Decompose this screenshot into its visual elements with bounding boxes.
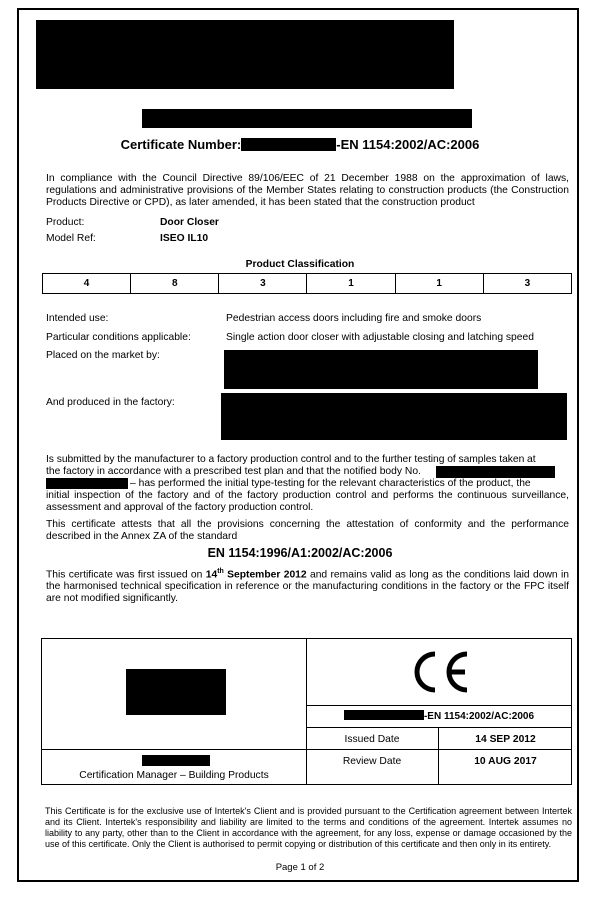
product-label: Product: bbox=[46, 217, 85, 228]
para1-line3: – has performed the initial type-testing for the relevant characteristics of the product, the bbox=[130, 478, 531, 489]
classification-table bbox=[42, 273, 572, 294]
classification-cell: 3 bbox=[219, 274, 307, 294]
para3-text-b: and remains valid as long as the conditions laid down in the harmonised technical specification in reference or the manufacturing conditions in the factory or the FPC itself are not modified significantly. bbox=[46, 569, 569, 605]
redacted-signatory-name bbox=[142, 755, 210, 766]
sig-horizontal-divider-left bbox=[41, 749, 307, 750]
manager-title: Certification Manager – Building Products bbox=[79, 770, 269, 781]
cert-number-label: Certificate Number: bbox=[120, 137, 242, 152]
para3 bbox=[46, 566, 569, 605]
classification-cell: 1 bbox=[307, 274, 395, 294]
model-label: Model Ref: bbox=[46, 233, 96, 244]
placed-on-market-label: Placed on the market by: bbox=[46, 350, 160, 361]
intro-paragraph: In compliance with the Council Directive 89/106/EEC of 21 December 1988 on the approximation of laws, regulations and administrative provisions of the Member States relating to construction products (the Construction Products Directive or CPD), as later amended, it has been stated that the construction product bbox=[46, 173, 569, 208]
para1-line2: the factory in accordance with a prescribed test plan and that the notified body No. bbox=[46, 466, 421, 477]
intended-use-value: Pedestrian access doors including fire and smoke doors bbox=[226, 313, 482, 324]
sig-cert-number bbox=[306, 710, 572, 722]
classification-cell: 3 bbox=[483, 274, 571, 294]
issue-month-year: September 2012 bbox=[223, 569, 307, 581]
para3-text-a: This certificate was first issued on bbox=[46, 569, 206, 581]
footer-disclaimer: This Certificate is for the exclusive use of Intertek's Client and is provided pursuant to the Certification agreement between Intertek and its Client. Intertek's responsibility and liability are limited to the terms and conditions of the agreement. Intertek assumes no liability to any party, other than to the Client in accordance with the agreement, for any loss, expense or damage occasioned by the use of this certificate. Only the Client is authorised to permit copying or distribution of this certificate and then only in its entirety. bbox=[45, 806, 572, 849]
page-number: Page 1 of 2 bbox=[275, 862, 325, 873]
review-date-value: 10 AUG 2017 bbox=[474, 756, 537, 767]
para2: This certificate attests that all the provisions concerning the attestation of conformity and the performance described in the Annex ZA of the standard bbox=[46, 519, 569, 542]
redacted-signature bbox=[126, 669, 226, 715]
conditions-label: Particular conditions applicable: bbox=[46, 332, 191, 343]
ce-mark-svg bbox=[405, 650, 473, 694]
classification-cell: 4 bbox=[43, 274, 131, 294]
intended-use-label: Intended use: bbox=[46, 313, 109, 324]
cert-number-suffix: -EN 1154:2002/AC:2006 bbox=[336, 137, 480, 152]
issued-date-value: 14 SEP 2012 bbox=[475, 734, 536, 745]
ce-mark-icon bbox=[306, 640, 572, 704]
classification-cell: 8 bbox=[131, 274, 219, 294]
redacted-logo-block bbox=[36, 20, 454, 89]
para1-line1: Is submitted by the manufacturer to a factory production control and to the further testing of samples taken at bbox=[46, 454, 536, 465]
review-date-label: Review Date bbox=[342, 756, 402, 767]
issue-day: 14 bbox=[205, 569, 218, 581]
sig-row-line-3 bbox=[306, 749, 572, 750]
issued-date-label: Issued Date bbox=[344, 734, 400, 745]
conditions-value: Single action door closer with adjustable closing and latching speed bbox=[226, 332, 534, 343]
redacted-notified-body bbox=[436, 466, 555, 478]
redacted-issuer-line bbox=[142, 109, 472, 128]
classification-cell: 1 bbox=[395, 274, 483, 294]
redacted-manufacturer bbox=[224, 350, 538, 389]
para1-rest: initial inspection of the factory and of the factory production control and performs the continuous surveillance, assessment and approval of the factory production control. bbox=[46, 490, 569, 513]
produced-in-factory-label: And produced in the factory: bbox=[46, 397, 175, 408]
sig-cert-suffix: -EN 1154:2002/AC:2006 bbox=[423, 711, 535, 722]
standard-reference: EN 1154:1996/A1:2002/AC:2006 bbox=[207, 546, 393, 560]
redacted-notified-body-cont bbox=[46, 478, 128, 489]
redacted-factory bbox=[221, 393, 567, 440]
redacted-cert-number bbox=[241, 138, 336, 151]
sig-row-line-2 bbox=[306, 727, 572, 728]
sig-row-line-1 bbox=[306, 705, 572, 706]
product-value: Door Closer bbox=[160, 217, 219, 228]
issue-day-suffix: th bbox=[217, 568, 224, 575]
classification-title: Product Classification bbox=[245, 259, 355, 270]
redacted-cert-number-small bbox=[344, 710, 424, 720]
model-value: ISEO IL10 bbox=[160, 233, 209, 244]
certificate-number bbox=[0, 137, 600, 152]
